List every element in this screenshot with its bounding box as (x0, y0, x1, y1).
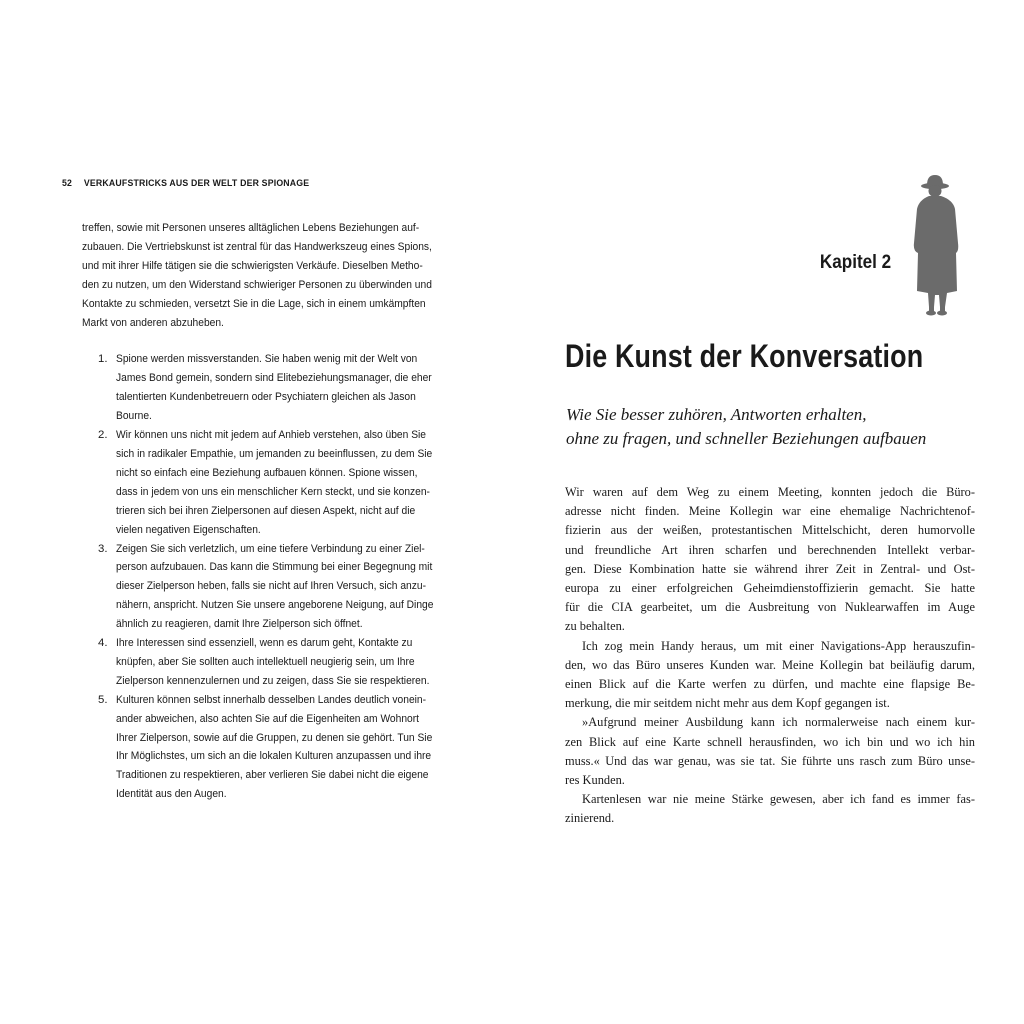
body-paragraph (565, 637, 975, 714)
text-line: ander abweichen, also achten Sie auf die Eigenheiten am Wohnort (116, 712, 420, 725)
text-line: und mit ihrer Hilfe tätigen sie die schwierigsten Verkäufe. Dieselben Metho- (82, 259, 423, 272)
text-line: person aufzubauen. Das kann die Stimmung bei einer Begegnung mit (116, 561, 433, 574)
text-line: Kontakte zu schmieden, versetzt Sie in die Lage, sich in einem umkämpften (82, 297, 426, 310)
text-line: dieser Zielperson heben, falls sie nicht auf Ihren Versuch, sich anzu- (116, 580, 427, 593)
running-head (62, 178, 309, 189)
intro-paragraph (82, 219, 442, 332)
body-paragraph (565, 483, 975, 637)
text-line: Wir können uns nicht mit jedem auf Anhieb verstehen, also üben Sie (116, 429, 427, 442)
text-line: nähern, anspricht. Nutzen Sie unsere angeborene Neigung, auf Dinge (116, 599, 434, 612)
text-line: Markt von anderen abzuheben. (82, 316, 224, 329)
text-line: talentierten Kundenbetreuern oder Psychiatern gleichen als Jason (116, 391, 416, 404)
text-line: treffen, sowie mit Personen unseres alltäglichen Lebens Beziehungen auf- (82, 222, 420, 234)
numbered-list (82, 350, 442, 804)
chapter-label: Kapitel 2 (819, 252, 891, 273)
list-item (82, 426, 442, 539)
text-line: Ihr Möglichstes, um sich an die lokalen Kulturen anzupassen und ihre (116, 750, 432, 763)
text-line: zu behalten. (565, 619, 625, 634)
text-line: Wir waren auf dem Weg zu einem Meeting, konnten jedoch die Büro- (565, 485, 975, 499)
left-body-text (82, 219, 442, 804)
text-line: muss.« Und das war genau, was sie tat. Sie führte uns rasch zum Büro unse- (565, 753, 975, 768)
body-paragraph (565, 790, 975, 828)
text-line: Kulturen können selbst innerhalb desselben Landes deutlich vonein- (116, 693, 427, 706)
text-line: Ihre Interessen sind essenziell, wenn es darum geht, Kontakte zu (116, 637, 413, 650)
list-number: 1. (98, 353, 108, 366)
list-item (82, 634, 442, 691)
text-line: Ihrer Zielperson, sowie auf die Gruppen, zu denen sie gehört. Tun Sie (116, 731, 433, 744)
text-line: gen. Diese Kombination hatte sie während ihrer Zeit in Zentral- und Ost- (565, 561, 975, 576)
text-line: Zielperson kennenzulernen und zu zeigen, dass Sie sie respektieren. (116, 674, 430, 687)
text-line: Ich zog mein Handy heraus, um mit einer Navigations-App herauszufin- (582, 638, 975, 653)
text-line: knüpfen, aber Sie sollten auch intellektuell neugierig sein, um Ihre (116, 655, 415, 668)
text-line: zen Blick auf eine Karte schnell herausfinden, wo ich bin und wo ich hin (565, 734, 975, 749)
subtitle-line: ohne zu fragen, und schneller Beziehungen aufbauen (566, 429, 927, 448)
page-number: 52 (62, 178, 73, 189)
subtitle-line: Wie Sie besser zuhören, Antworten erhalten, (566, 405, 867, 424)
text-line: zubauen. Die Vertriebskunst ist zentral für das Handwerkszeug eines Spions, (82, 240, 432, 253)
list-item (82, 350, 442, 426)
text-line: Kartenlesen war nie meine Stärke gewesen, aber ich fand es immer fas- (582, 792, 975, 807)
text-line: res Kunden. (565, 773, 625, 788)
text-line: einen Blick auf die Karte werfen zu dürfen, und machte eine flapsige Be- (565, 677, 975, 692)
list-number: 4. (98, 637, 108, 650)
text-line: Zeigen Sie sich verletzlich, um eine tiefere Verbindung zu einer Ziel- (116, 542, 425, 555)
text-line: ähnlich zu reagieren, damit Ihre Zielperson sich öffnet. (116, 618, 363, 631)
text-line: fizierin aus der weißen, protestantischen Mittelschicht, deren humorvolle (565, 523, 975, 538)
chapter-subtitle (566, 403, 986, 451)
text-line: sich in radikaler Empathie, um jemanden zu beeinflussen, zu dem Sie (116, 447, 433, 460)
right-body-text (565, 483, 975, 829)
text-line: Spione werden missverstanden. Sie haben wenig mit der Welt von (116, 353, 418, 366)
text-line: Identität aus den Augen. (116, 788, 227, 801)
running-head-title: VERKAUFSTRICKS AUS DER WELT DER SPIONAGE (83, 178, 310, 189)
spy-silhouette-icon (905, 173, 965, 323)
list-item (82, 691, 442, 804)
text-line: merkung, die mir seitdem nicht mehr aus dem Kopf gegangen ist. (565, 696, 890, 711)
list-item (82, 540, 442, 635)
chapter-title: Die Kunst der Konversation (565, 338, 924, 374)
list-number: 3. (98, 542, 108, 555)
text-line: den, wo das Büro unseres Kunden war. Meine Kollegin bat beiläufig darum, (565, 657, 975, 672)
text-line: vielen negativen Eigenschaften. (116, 523, 261, 536)
body-paragraph (565, 713, 975, 790)
text-line: nicht so einfach eine Beziehung aufbauen können. Spione wissen, (116, 466, 418, 479)
text-line: adresse nicht finden. Meine Kollegin war eine ehemalige Nachrichtenof- (565, 504, 975, 519)
text-line: für die CIA gearbeitet, um die Ausbreitung von Nuklearwaffen im Auge (565, 600, 975, 615)
text-line: Traditionen zu respektieren, aber verlieren Sie dabei nicht die eigene (116, 769, 429, 782)
text-line: James Bond gemein, sondern sind Elitebeziehungsmanager, die eher (116, 372, 432, 385)
text-line: und freundliche Art ihren scharfen und berechnenden Intellekt verbar- (565, 542, 975, 557)
text-line: Bourne. (116, 410, 152, 423)
text-line: zinierend. (565, 811, 615, 826)
text-line: trieren sich bei ihren Zielpersonen auf diesen Aspekt, nicht auf die (116, 504, 416, 517)
text-line: europa zu einer erfolgreichen Geheimdienstoffizierin gemacht. Sie hatte (565, 581, 975, 596)
text-line: »Aufgrund meiner Ausbildung kann ich normalerweise nach einem kur- (582, 715, 975, 730)
text-line: den zu nutzen, um den Widerstand schwieriger Personen zu überwinden und (82, 278, 432, 291)
right-page (512, 0, 1024, 1024)
text-line: dass in jedem von uns ein menschlicher Kern steckt, und sie konzen- (116, 485, 430, 498)
list-number: 2. (98, 429, 108, 442)
list-number: 5. (98, 693, 108, 706)
